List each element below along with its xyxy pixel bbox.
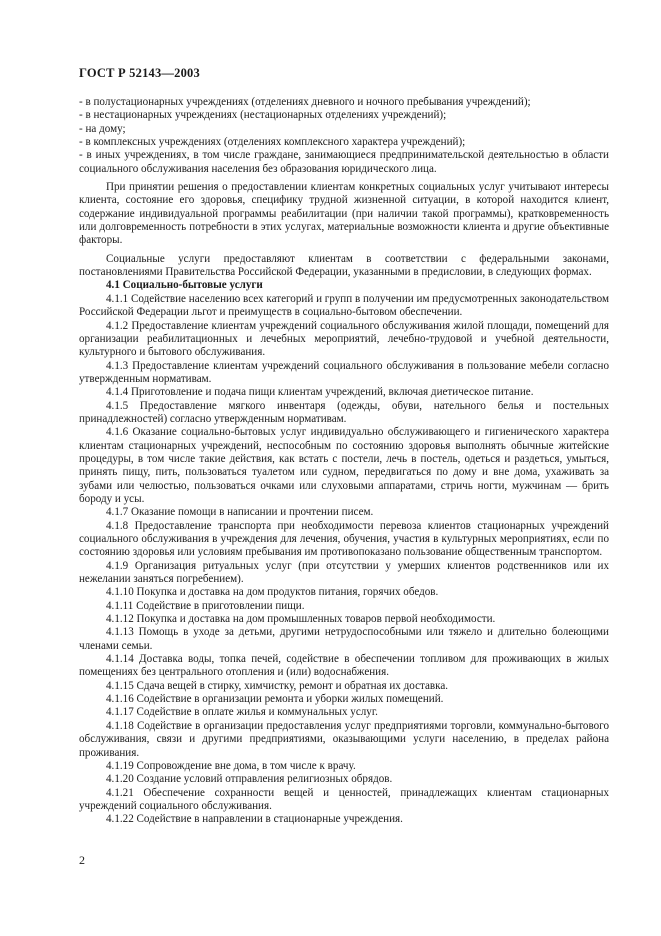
document-body <box>79 96 609 827</box>
section-item: 4.1.1 Содействие населению всех категорий и групп в получении им предусмотренных законодательством Российской Федерации льгот и преимуществ в социально-бытовом обеспечении. <box>79 292 609 319</box>
section-item: 4.1.5 Предоставление мягкого инвентаря (одежды, обуви, нательного белья и постельных принадлежностей) согласно утвержденным нормативам. <box>79 399 609 425</box>
section-item: 4.1.15 Сдача вещей в стирку, химчистку, ремонт и обратная их доставка. <box>106 679 449 692</box>
standard-header: ГОСТ Р 52143—2003 <box>79 66 200 80</box>
paragraph: При принятии решения о предоставлении клиентам конкретных социальных услуг учитывают интересы клиента, состояние его здоровья, специфику трудной жизненной ситуации, в которой находится клиент, содержание индивидуальной программы реабилитации (при наличии такой программы), кратковременность или долговременность потребности в этих услугах, материальные возможности клиента и другие объективные факторы. <box>79 181 609 247</box>
section-item: 4.1.12 Покупка и доставка на дом промышленных товаров первой необходимости. <box>106 613 496 626</box>
section-item: 4.1.16 Содействие в организации ремонта и уборки жилых помещений. <box>106 693 444 706</box>
section-item: 4.1.3 Предоставление клиентам учреждений социального обслуживания в пользование мебели согласно утвержденным нормативам. <box>79 359 609 385</box>
section-item: 4.1.8 Предоставление транспорта при необходимости перевоза клиентов стационарных учреждений социального обслуживания в учреждения для лечения, обучения, участия в культурных мероприятиях, если по состоянию здоровья или условиям пребывания им противопоказано пользование общественным транспортом. <box>79 519 609 559</box>
page-number: 2 <box>79 853 85 867</box>
section-item: 4.1.7 Оказание помощи в написании и прочтении писем. <box>106 506 374 519</box>
list-item: - в нестационарных учреждениях (нестационарных отделениях учреждений); <box>79 109 447 122</box>
section-item: 4.1.6 Оказание социально-бытовых услуг индивидуально обслуживающего и гигиенического характера клиентам стационарных учреждений, неспособным по состоянию здоровья выполнять обычные житейские процедуры, в том числе такие действия, как встать с постели, лечь в постель, одеться и раздеться, умыться, принять пищу, пить, пользоваться туалетом или судном, передвигаться по дому и вне дома, ухаживать за зубами или челюстью, пользоваться очками или слуховыми аппаратами, стричь ногти, мужчинам — брить бороду и усы. <box>79 426 609 505</box>
section-heading: 4.1 Социально-бытовые услуги <box>106 279 263 292</box>
section-item: 4.1.14 Доставка воды, топка печей, содействие в обеспечении топливом для проживающих в жилых помещениях без центрального отопления и (или) водоснабжения. <box>79 653 609 679</box>
section-item: 4.1.10 Покупка и доставка на дом продуктов питания, горячих обедов. <box>106 586 439 599</box>
list-item: - на дому; <box>79 122 126 135</box>
list-item: - в комплексных учреждениях (отделениях комплексного характера учреждений); <box>79 136 466 149</box>
section-item: 4.1.20 Создание условий отправления религиозных обрядов. <box>106 773 393 786</box>
section-item: 4.1.9 Организация ритуальных услуг (при отсутствии у умерших клиентов родственников или их нежелании заняться погребением). <box>79 559 609 586</box>
section-item: 4.1.21 Обеспечение сохранности вещей и ценностей, принадлежащих клиентам стационарных учреждений социального обслуживания. <box>79 786 609 812</box>
paragraph: Социальные услуги предоставляют клиентам в соответствии с федеральными законами, постановлениями Правительства Российской Федерации, указанными в предисловии, в следующих формах. <box>79 252 609 279</box>
section-item: 4.1.18 Содействие в организации предоставления услуг предприятиями торговли, коммунально-бытового обслуживания, связи и другими предприятиями, оказывающими услуги населению, в пределах района проживания. <box>79 719 609 759</box>
section-item: 4.1.2 Предоставление клиентам учреждений социального обслуживания жилой площади, помещений для организации реабилитационных и лечебных мероприятий, лечебно-трудовой и учебной деятельности, культурного и бытового обслуживания. <box>79 319 609 359</box>
section-item: 4.1.4 Приготовление и подача пищи клиентам учреждений, включая диетическое питание. <box>106 386 534 399</box>
list-item: - в полустационарных учреждениях (отделениях дневного и ночного пребывания учреждений); <box>79 96 531 108</box>
section-item: 4.1.11 Содействие в приготовлении пищи. <box>106 599 305 612</box>
section-item: 4.1.22 Содействие в направлении в стационарные учреждения. <box>106 813 403 826</box>
list-item: - в иных учреждениях, в том числе граждане, занимающиеся предпринимательской деятельностью в области социального обслуживания населения без образования юридического лица. <box>79 149 609 175</box>
section-item: 4.1.19 Сопровождение вне дома, в том числе к врачу. <box>106 759 356 772</box>
section-item: 4.1.13 Помощь в уходе за детьми, другими нетрудоспособными или тяжело и длительно болеющими членами семьи. <box>79 626 609 652</box>
section-item: 4.1.17 Содействие в оплате жилья и коммунальных услуг. <box>106 706 378 719</box>
